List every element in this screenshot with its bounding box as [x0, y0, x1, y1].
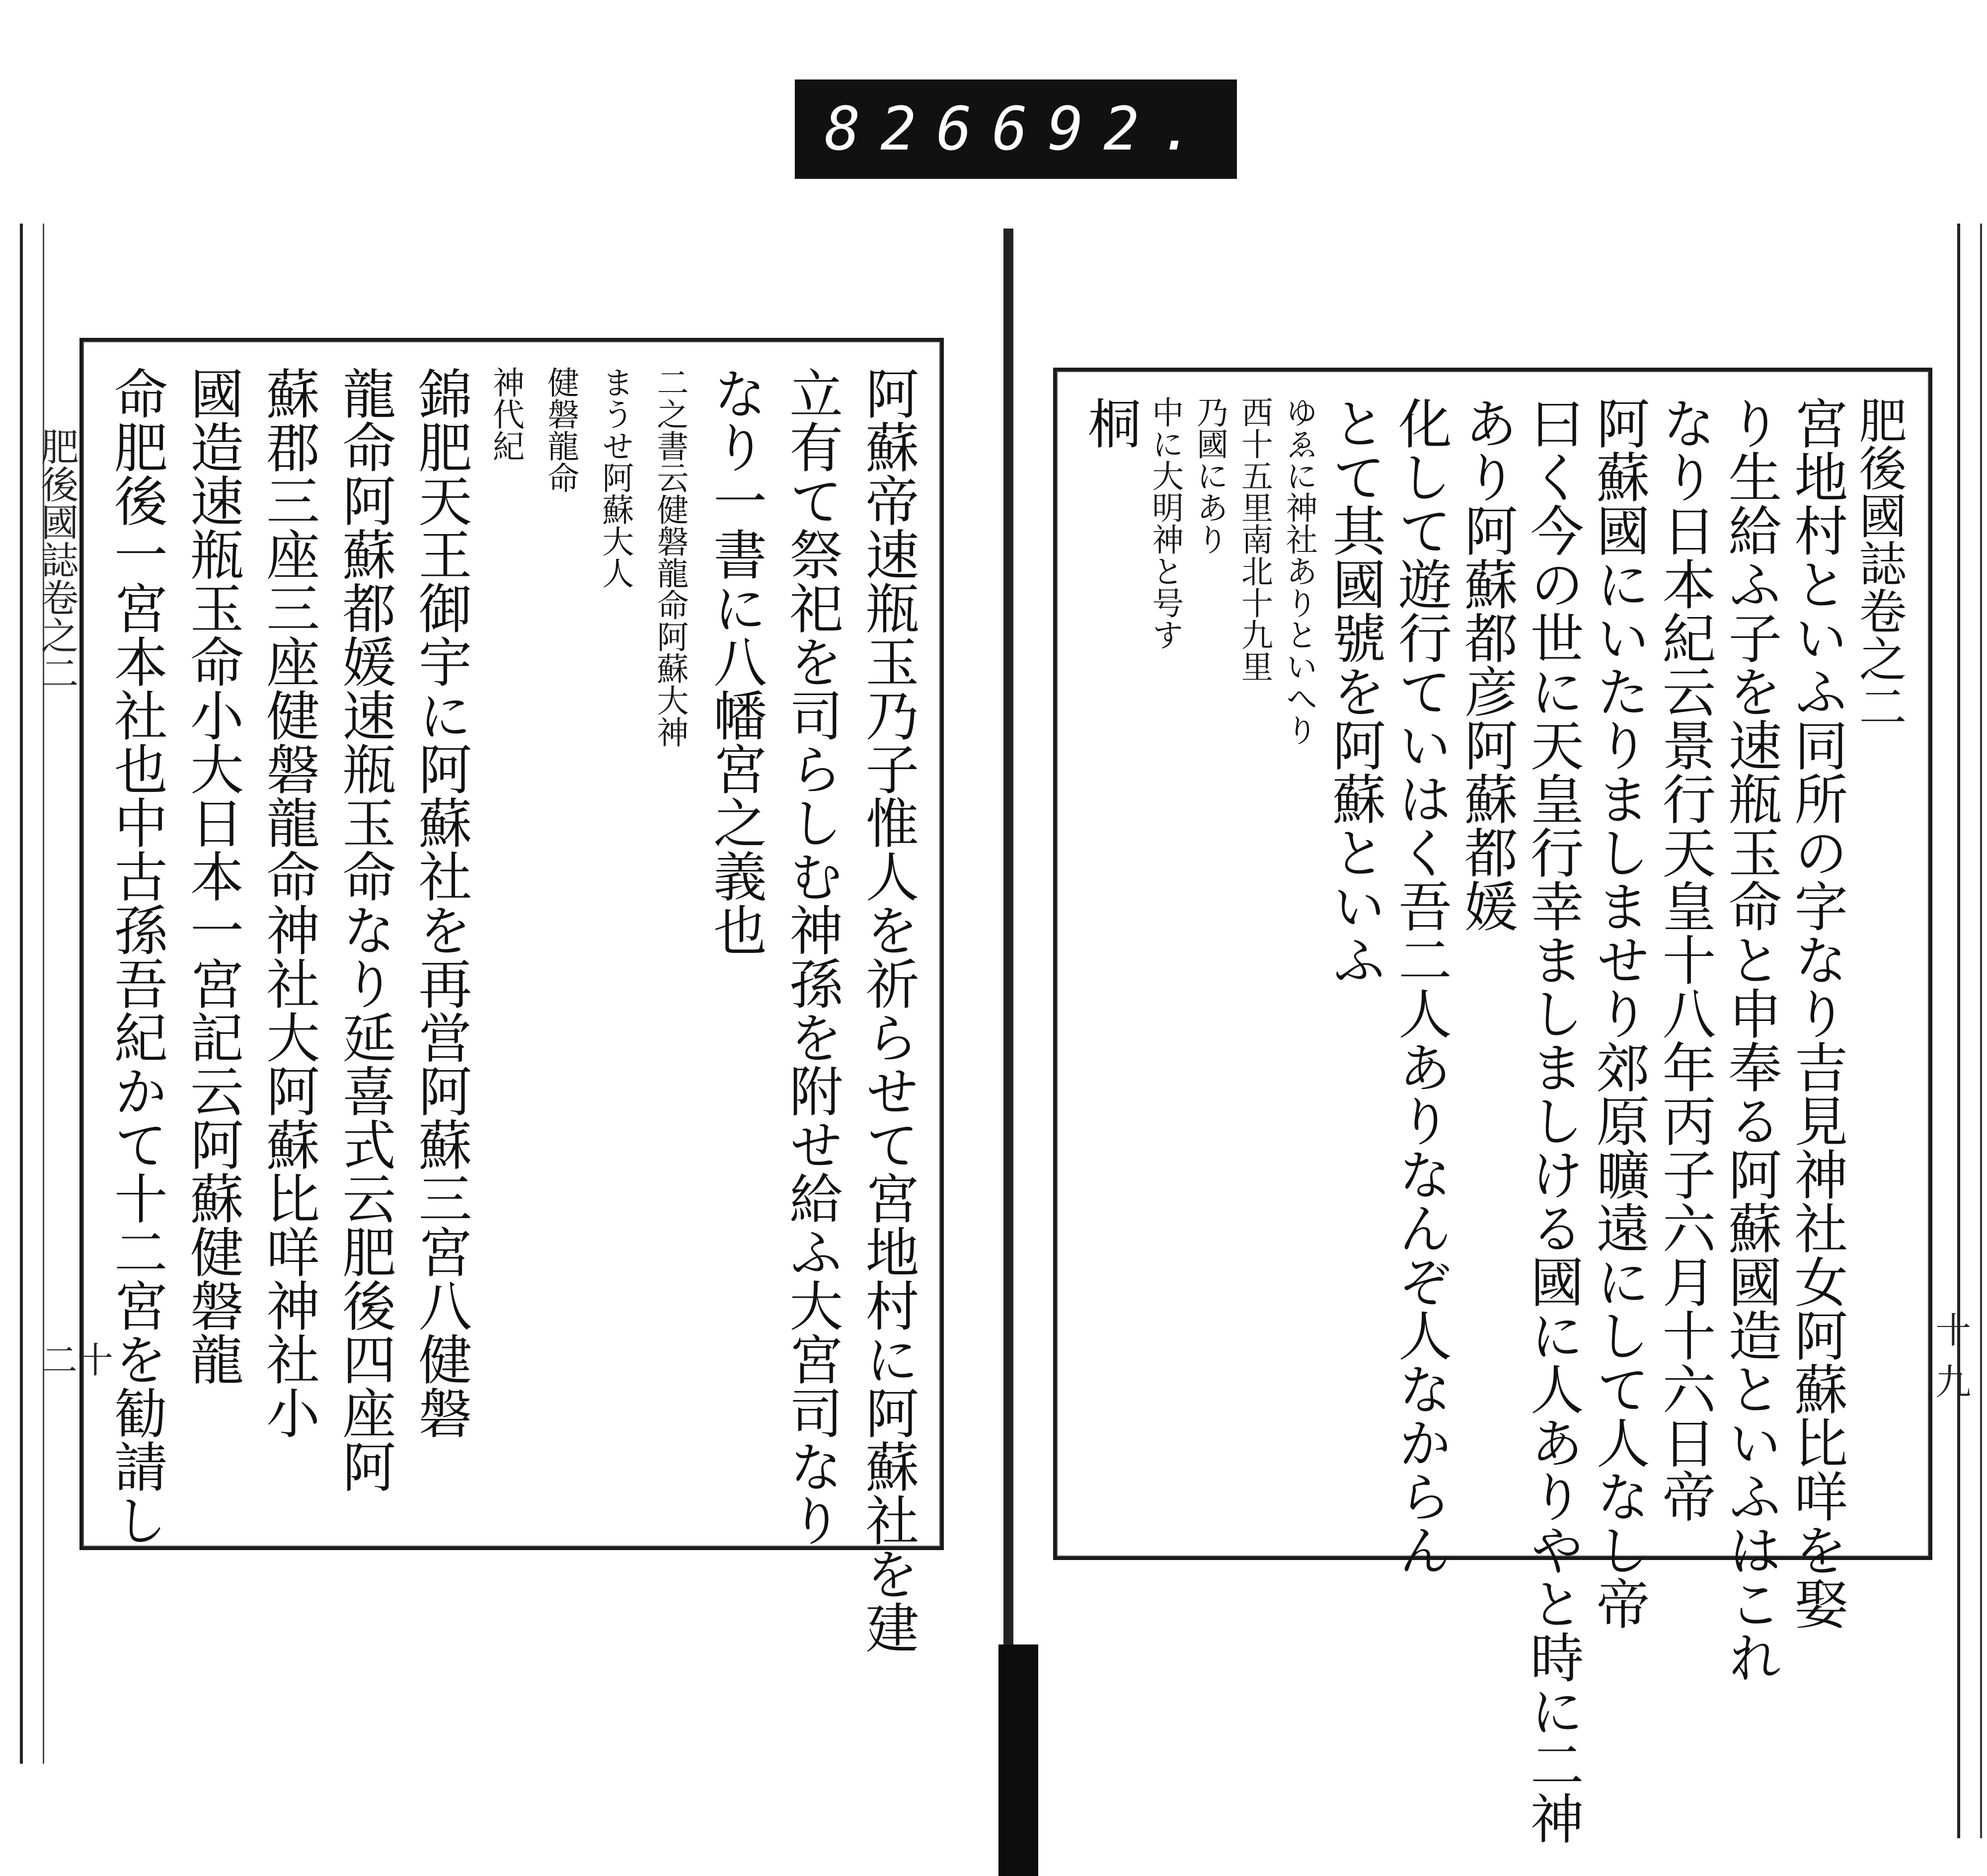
text-line-small: 健磐龍命	[542, 366, 579, 493]
text-line: 曰く今の世に天皇行幸ましましける國に人ありやと時に二神	[1521, 396, 1584, 1845]
frame-number-right: 692.	[992, 94, 1215, 164]
text-line: 立有て祭祀を司らしむ神孫を附せ給ふ大宮司なり	[780, 366, 842, 1547]
text-line: 桐	[1078, 396, 1141, 450]
text-line: 龍命阿蘇都媛速瓶玉命なり延喜式云肥後四座阿	[333, 366, 395, 1493]
text-line-small: 神代紀	[487, 366, 525, 462]
frame-counter-plate	[795, 79, 1237, 179]
text-line: 阿蘇帝速瓶玉乃子惟人を祈らせて宮地村に阿蘇社を建	[856, 366, 918, 1654]
text-line: 宮地村といふ同所の字なり吉見神社女阿蘇比咩を娶	[1785, 396, 1847, 1630]
text-line: とて其國號を阿蘇といふ	[1323, 396, 1385, 986]
right-page-frame	[1053, 368, 1932, 1845]
right-page-edge	[1957, 224, 1982, 1838]
text-line: 錦肥天王御宇に阿蘇社を再営阿蘇三宮八健磐	[409, 366, 471, 1439]
text-line-small: まうせ阿蘇大人	[597, 366, 634, 589]
left-page-frame	[79, 338, 944, 1654]
text-line: 國造速瓶玉命小大日本一宮記云阿蘇健磐龍	[181, 366, 243, 1386]
left-page-text	[105, 366, 918, 1654]
text-line-small: 西十五里南北十九里	[1235, 396, 1273, 682]
frame-number-left: 826	[825, 94, 992, 164]
binding-clip	[998, 1644, 1038, 1876]
text-line-small: ゆゑに神社ありといへり	[1280, 396, 1317, 746]
left-edge-page-number: 二十	[42, 1339, 114, 1381]
text-line-small: 中に大明神と号す	[1146, 396, 1184, 650]
right-page-text	[1078, 396, 1907, 1845]
text-line: 蘇郡三座三座健磐龍命神社大阿蘇比咩神社小	[257, 366, 319, 1439]
running-title: 肥後國誌卷之二	[1851, 396, 1907, 730]
text-line: り生給ふ子を速瓶玉命と申奉る阿蘇國造といふはこれ	[1719, 396, 1781, 1684]
text-line: あり阿蘇都彦阿蘇都媛	[1455, 396, 1518, 933]
text-line: 阿蘇國にいたりましませり郊原曠遠にして人なし帝	[1587, 396, 1650, 1630]
text-line: 化して遊行ていはく吾二人ありなんぞ人なからん	[1389, 396, 1452, 1576]
text-line: なり一書に八幡宮之義也	[704, 366, 766, 956]
right-edge-page-number: 十九	[1935, 1310, 1972, 1403]
text-line-small: 乃國にあり	[1191, 396, 1228, 555]
book-spine	[1003, 229, 1013, 1876]
left-edge-title: 肥後國誌卷之二	[35, 427, 79, 692]
text-line-small: 二之書云健磐龍命阿蘇大神	[651, 366, 688, 748]
text-line: 命肥後一宮本社也中古孫吾紀かて十二宮を勧請し	[105, 366, 167, 1547]
text-line: なり日本紀云景行天皇十八年丙子六月十六日帝	[1653, 396, 1715, 1523]
